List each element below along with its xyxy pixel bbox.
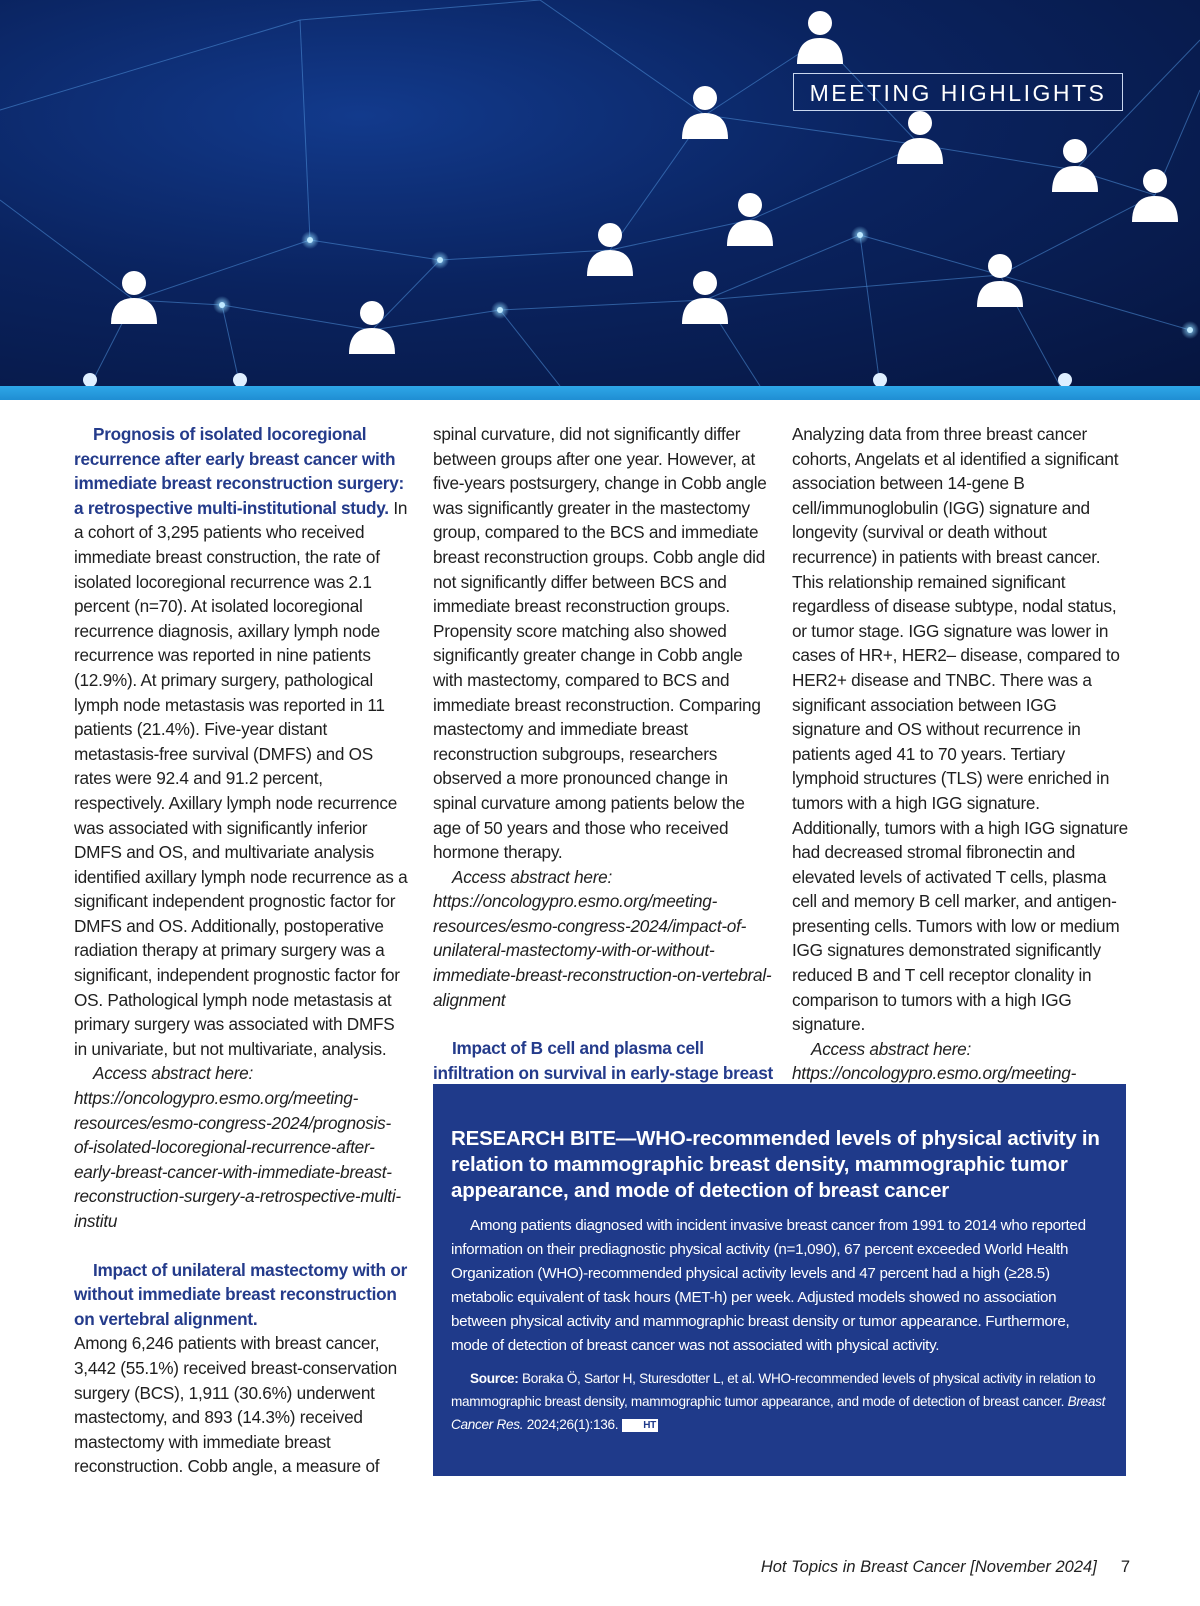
research-bite-box <box>433 1084 1126 1476</box>
person-icon <box>1052 139 1098 192</box>
section-label: MEETING HIGHLIGHTS <box>793 73 1123 111</box>
column-3 <box>792 422 1128 1111</box>
publication-title: Hot Topics in Breast Cancer [November 2024] <box>760 1558 1097 1576</box>
person-icon <box>977 254 1023 307</box>
hero-banner <box>0 0 1200 386</box>
ht-badge: HT <box>622 1419 658 1432</box>
article1-body: In a cohort of 3,295 patients who received immediate breast construction, the rate of isolated locoregional recurrence was 2.1 percent (n=70). At isolated locoregional recurrence diagnosis, axillary lymph node recurrence was reported in nine patients (12.9%). At primary surgery, pathological lymph node metastasis was reported in 11 patients (21.4%). Five-year distant metastasis-free survival (DMFS) and OS rates were 92.4 and 91.2 percent, respectively. Axillary lymph node recurrence was associated with significantly inferior DMFS and OS, and multivariate analysis identified axillary lymph node recurrence as a significant independent prognostic factor for DMFS and OS. Additionally, postoperative radiation therapy at primary surgery was a significant, independent prognostic factor for OS. Pathological lymph node metastasis at primary surgery was associated with DMFS in univariate, but not multivariate, analysis. <box>74 497 408 1059</box>
article2-access-link[interactable]: Access abstract here: https://oncologypro.esmo.org/meeting-resources/esmo-congress-2024/impact-of-unilateral-mastectomy-with-or-without-immediate-breast-reconstruction-on-vertebral-alignment <box>433 866 772 1010</box>
article2-heading: Impact of unilateral mastectomy with or without immediate breast reconstruction on vertebral alignment. <box>74 1259 408 1329</box>
source-text: Boraka Ö, Sartor H, Sturesdotter L, et al. WHO-recommended levels of physical activity in relation to mammographic breast density, mammographic tumor appearance, and mode of detection of breast cancer. <box>451 1371 1096 1409</box>
article3-body: Analyzing data from three breast cancer cohorts, Angelats et al identified a significant association between 14-gene B cell/immunoglobulin (IGG) signature and longevity (survival or death without recurrence) in patients with breast cancer. This relationship remained significant regardless of disease subtype, nodal status, or tumor stage. IGG signature was lower in cases of HR+, HER2– disease, compared to HER2+ disease and TNBC. There was a significant association between IGG signature and OS without recurrence in patients aged 41 to 70 years. Tertiary lymphoid structures (TLS) were enriched in tumors with a high IGG signature. Additionally, tumors with a high IGG signature had decreased stromal fibronectin and elevated levels of activated T cells, plasma cell and memory B cell marker, and antigen-presenting cells. Tumors with low or medium IGG signatures demonstrated significantly reduced B and T cell receptor clonality in comparison to tumors with a high IGG signature. <box>792 424 1128 1035</box>
source-citation: 2024;26(1):136. <box>526 1417 619 1432</box>
source-journal: Breast Cancer Res. <box>451 1394 1106 1432</box>
person-icon <box>797 11 843 64</box>
article3-access-link[interactable]: Access abstract here: https://oncologypro.esmo.org/meeting- <box>792 1038 1077 1084</box>
page-footer <box>600 1558 1130 1577</box>
spacer <box>74 1234 410 1258</box>
article3-heading: Impact of B cell and plasma cell infiltration on survival in early-stage breast <box>433 1038 773 1083</box>
page-number: 7 <box>1120 1558 1130 1576</box>
person-icon <box>682 86 728 139</box>
person-icon <box>111 271 157 324</box>
person-icon <box>897 111 943 164</box>
hero-accent-band <box>0 386 1200 400</box>
article1-access-link[interactable]: Access abstract here: https://oncologypro.esmo.org/meeting-resources/esmo-congress-2024/prognosis-of-isolated-locoregional-recurrence-after-early-breast-cancer-with-immediate-breast-reconstruction-surgery-a-retrospective-multi-institu <box>74 1063 401 1231</box>
network-nodes <box>83 226 1199 386</box>
research-bite-title: RESEARCH BITE—WHO-recommended levels of physical activity in relation to mammographic breast density, mammographic tumor appearance, and mode of detection of breast cancer <box>451 1127 1100 1202</box>
research-bite-source <box>451 1367 1106 1436</box>
column-2 <box>433 422 773 1110</box>
article1-paragraph <box>74 422 410 1061</box>
spacer <box>433 1012 773 1036</box>
network-illustration <box>0 0 1200 386</box>
column-1 <box>74 422 410 1479</box>
source-label: Source: <box>470 1371 519 1386</box>
network-lines <box>0 0 1200 386</box>
research-bite-body: Among patients diagnosed with incident invasive breast cancer from 1991 to 2014 who reported information on their prediagnostic physical activity (n=1,090), 67 percent exceeded World Health Organization (WHO)-recommended physical activity levels and 47 percent had a high (≥28.5) metabolic equivalent of task hours (MET-h) per week. Adjusted models showed no association between physical activity and mammographic breast density or tumor appearance. Furthermore, mode of detection of breast cancer was not associated with physical activity. <box>451 1217 1086 1354</box>
article2-body-continued: spinal curvature, did not significantly differ between groups after one year. However, at five-years postsurgery, change in Cobb angle was significantly greater in the mastectomy group, compared to the BCS and immediate breast reconstruction groups. Cobb angle did not significantly differ between BCS and immediate breast reconstruction groups. Propensity score matching also showed significantly greater change in Cobb angle with mastectomy, compared to BCS and immediate breast reconstruction. Comparing mastectomy and immediate breast reconstruction subgroups, researchers observed a more pronounced change in spinal curvature among patients below the age of 50 years and those who received hormone therapy. <box>433 424 767 863</box>
article1-heading: Prognosis of isolated locoregional recurrence after early breast cancer with immediate breast reconstruction surgery: a retrospective multi-institutional study. <box>74 424 405 518</box>
article2-body: Among 6,246 patients with breast cancer, 3,442 (55.1%) received breast-conservation surgery (BCS), 1,911 (30.6%) underwent mastectomy, and 893 (14.3%) received mastectomy with immediate breast reconstruction. Cobb angle, a measure of <box>74 1333 397 1477</box>
person-icon <box>682 271 728 324</box>
